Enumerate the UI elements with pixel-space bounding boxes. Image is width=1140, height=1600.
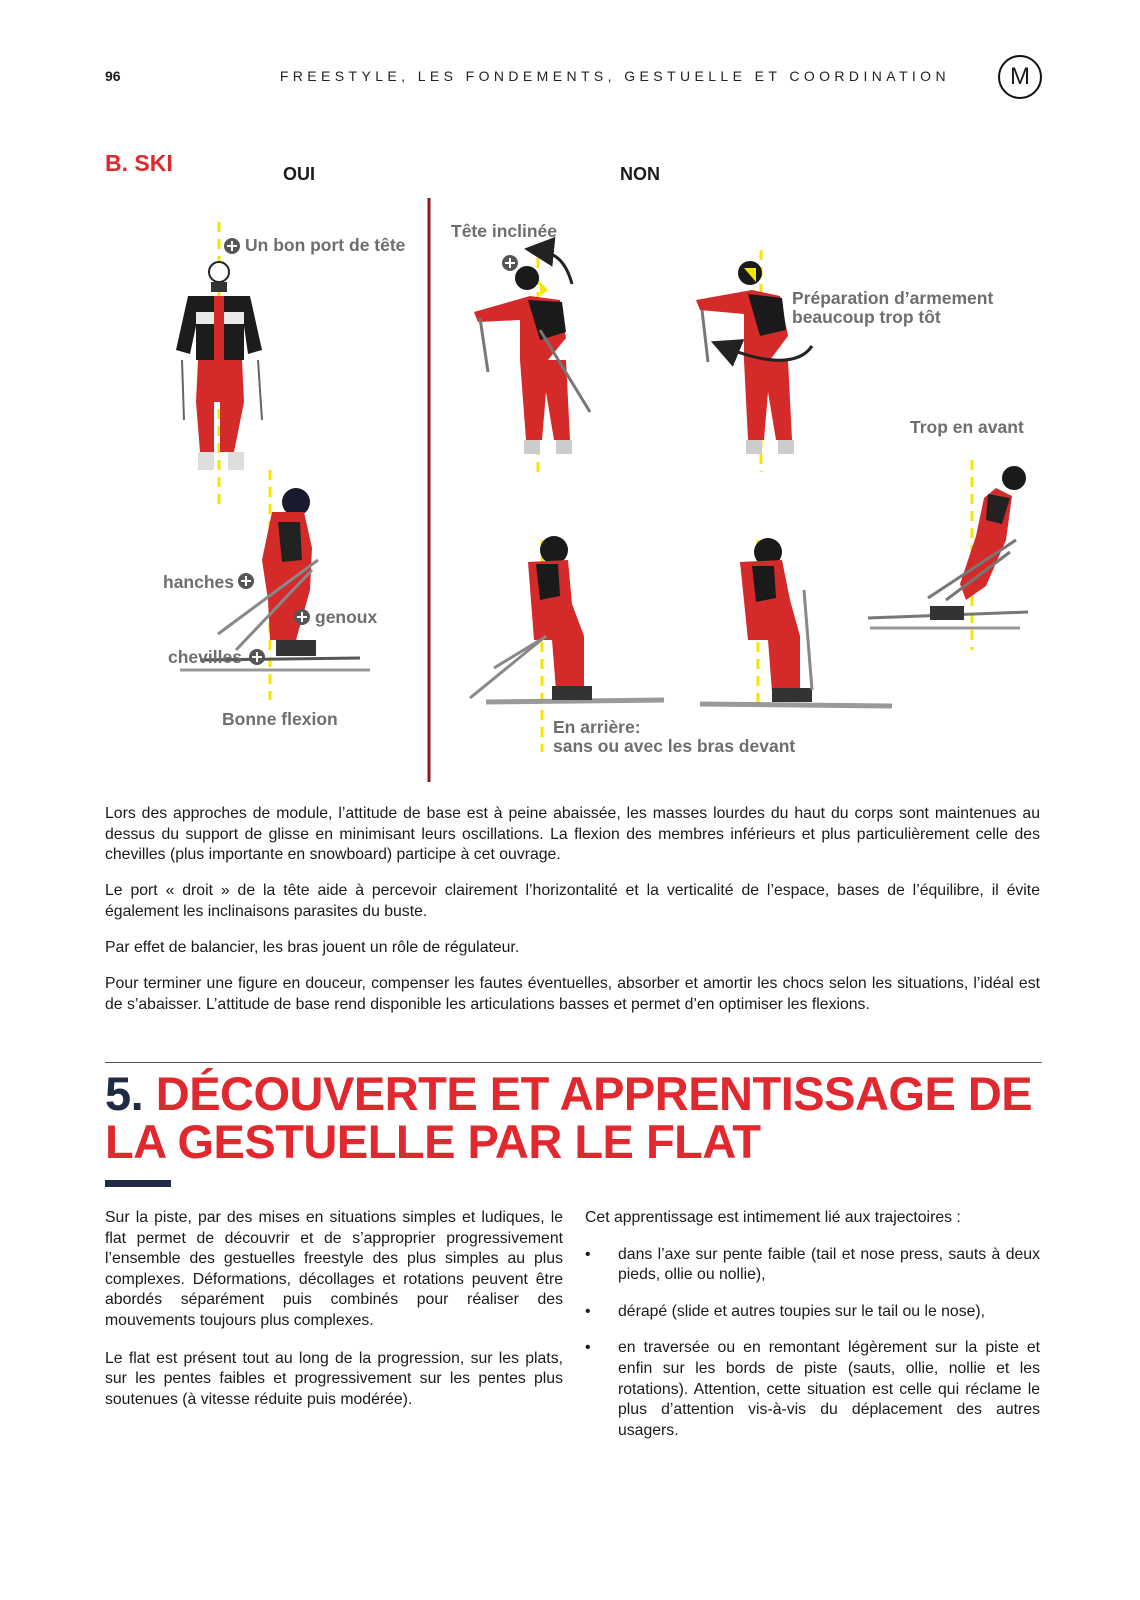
label-early-arm-prep-line1: Préparation d’armement <box>792 288 994 308</box>
left-paragraph-2: Le flat est présent tout au long de la progression, sur les plats, sur les pentes faibles et progressivement sur les pentes plus soutenues (à vitesse réduite puis modérée). <box>105 1349 563 1408</box>
section-rule <box>105 1062 1042 1063</box>
left-column <box>105 1208 563 1427</box>
skier-tilted-head <box>474 250 590 472</box>
right-column <box>585 1208 1040 1457</box>
bullet-icon: • <box>585 1339 591 1357</box>
list-item <box>585 1338 1040 1441</box>
label-in-back-line1: En arrière: <box>553 717 641 737</box>
column-heading-yes: OUI <box>283 164 316 184</box>
label-early-arm-prep-line2: beaucoup trop tôt <box>792 307 941 327</box>
hips-plus-icon <box>238 573 254 589</box>
chapter-title-line1: DÉCOUVERTE ET APPRENTISSAGE DE <box>155 1067 1033 1120</box>
left-paragraph-1: Sur la piste, par des mises en situations simples et ludiques, le flat permet de découvrir et de s’approprier progressivement l’ensemble des gestuelles freestyle des plus simples au plus complexes. Déformations, décollages et rotations peuvent être abordés séparément puis combinés pour réaliser des mouvements toujours plus complexes. <box>105 1209 563 1329</box>
label-in-back-line2: sans ou avec les bras devant <box>553 736 796 756</box>
skier-good-head-posture <box>176 222 262 505</box>
label-too-forward: Trop en avant <box>910 417 1024 437</box>
skier-back-arms-front <box>700 538 892 706</box>
trajectory-list <box>585 1245 1040 1442</box>
chapter-number: 5. <box>105 1067 144 1120</box>
body-paragraph-4: Pour terminer une figure en douceur, compenser les fautes éventuelles, absorber et amortir les chocs selon les situations, l’idéal est de s’abaisser. L’attitude de base rend disponible les articulations basses et permet d’en optimiser les flexions. <box>105 975 1040 1013</box>
chapter-title-underline <box>105 1180 171 1187</box>
chapter-title-line2: LA GESTUELLE PAR LE FLAT <box>105 1115 761 1168</box>
knees-plus-icon <box>294 609 310 625</box>
bullet-icon: • <box>585 1302 591 1320</box>
tilted-head-plus-icon <box>502 255 518 271</box>
column-heading-no: NON <box>620 164 660 184</box>
list-item <box>585 1302 1040 1323</box>
label-knees: genoux <box>315 607 378 627</box>
head-plus-icon <box>224 238 240 254</box>
list-item-text: dérapé (slide et autres toupies sur le tail ou le nose), <box>618 1302 986 1320</box>
list-item-text: dans l’axe sur pente faible (tail et nose press, sauts à deux pieds, ollie ou nollie), <box>618 1245 1040 1284</box>
label-tilted-head: Tête inclinée <box>451 221 558 241</box>
list-item-text: en traversée ou en remontant légèrement sur la piste et enfin sur les bords de piste (sauts, ollie, nollie et les rotations). Attention, cette situation est celle qui réclame le plus d’attention vis-à-vis du déplacement des autres usagers. <box>618 1339 1040 1439</box>
body-paragraph-2: Le port « droit » de la tête aide à percevoir clairement l’horizontalité et la verticalité de l’espace, bases de l’équilibre, il évite également les inclinaisons parasites du buste. <box>105 882 1040 920</box>
logo-letter: M <box>1010 63 1030 90</box>
ankles-plus-icon <box>249 649 265 665</box>
body-paragraph-3: Par effet de balancier, les bras jouent un rôle de régulateur. <box>105 939 520 956</box>
list-item <box>585 1245 1040 1286</box>
skier-too-forward <box>868 460 1028 650</box>
label-early-arm-prep <box>792 289 993 327</box>
running-title: FREESTYLE, LES FONDEMENTS, GESTUELLE ET COORDINATION <box>279 68 950 84</box>
bullet-icon: • <box>585 1245 591 1263</box>
label-ankles: chevilles <box>168 647 242 667</box>
right-intro: Cet apprentissage est intimement lié aux trajectoires : <box>585 1209 961 1226</box>
section-title: B. SKI <box>105 150 173 176</box>
chapter-title <box>105 1067 1065 1168</box>
body-paragraph-1: Lors des approches de module, l’attitude de base est à peine abaissée, les masses lourdes du haut du corps sont maintenues au dessus du support de glisse en minimisant leurs oscillations. La flexion des membres inférieurs et plus particulièrement celle des chevilles (plus importante en snowboard) participe à cet ouvrage. <box>105 805 1040 864</box>
skier-early-arm-prep <box>696 250 812 472</box>
label-good-flexion: Bonne flexion <box>222 709 338 729</box>
label-hips: hanches <box>163 572 234 592</box>
label-head-posture: Un bon port de tête <box>245 235 406 255</box>
label-in-back <box>553 718 795 756</box>
page-number: 96 <box>105 68 121 84</box>
